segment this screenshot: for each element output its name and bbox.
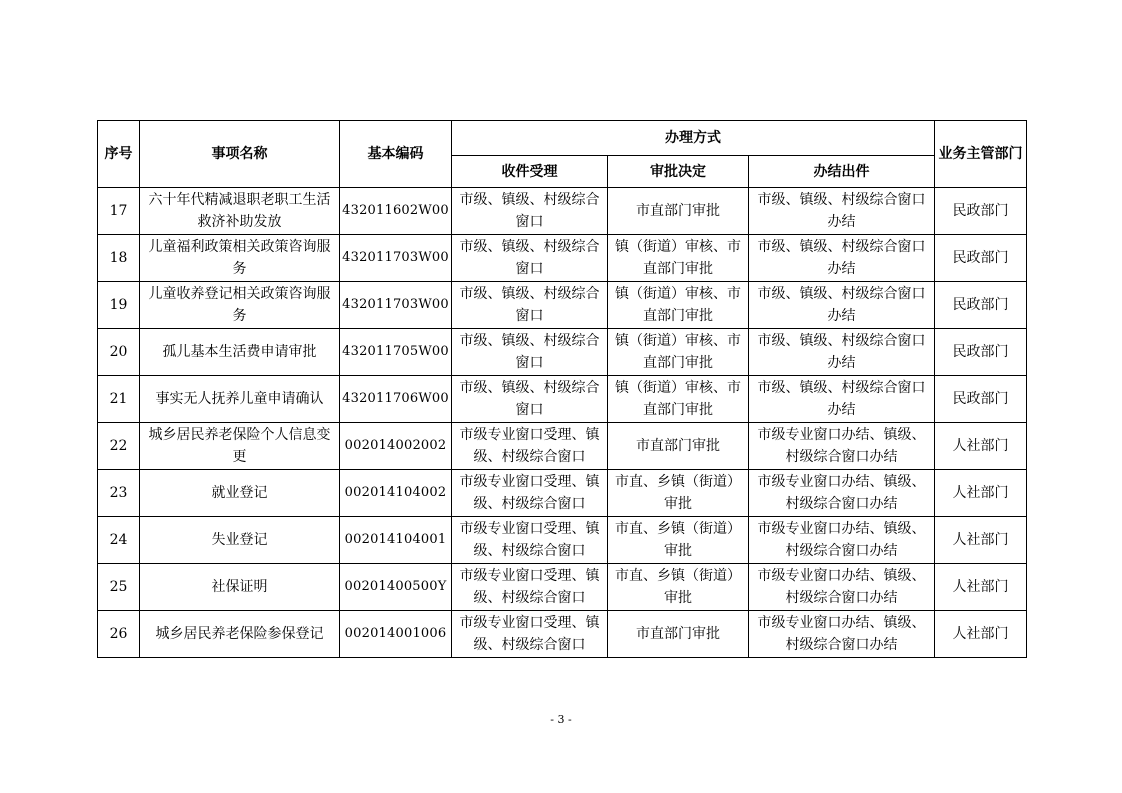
cell-deliver: 市级、镇级、村级综合窗口办结 <box>749 329 935 376</box>
cell-dept: 民政部门 <box>935 188 1027 235</box>
cell-approve: 市直部门审批 <box>608 188 749 235</box>
cell-code: 002014104002 <box>340 470 452 517</box>
cell-approve: 市直部门审批 <box>608 423 749 470</box>
cell-dept: 人社部门 <box>935 564 1027 611</box>
cell-seq: 18 <box>98 235 140 282</box>
cell-seq: 25 <box>98 564 140 611</box>
cell-receive: 市级专业窗口受理、镇级、村级综合窗口 <box>452 564 608 611</box>
cell-name: 儿童福利政策相关政策咨询服务 <box>140 235 340 282</box>
cell-deliver: 市级、镇级、村级综合窗口办结 <box>749 282 935 329</box>
table-header-row <box>98 121 1027 156</box>
cell-seq: 17 <box>98 188 140 235</box>
cell-approve: 市直、乡镇（街道）审批 <box>608 564 749 611</box>
cell-deliver: 市级专业窗口办结、镇级、村级综合窗口办结 <box>749 423 935 470</box>
cell-receive: 市级专业窗口受理、镇级、村级综合窗口 <box>452 611 608 658</box>
cell-approve: 镇（街道）审核、市直部门审批 <box>608 282 749 329</box>
cell-name: 孤儿基本生活费申请审批 <box>140 329 340 376</box>
header-receive: 收件受理 <box>452 156 608 188</box>
cell-dept: 民政部门 <box>935 376 1027 423</box>
cell-dept: 人社部门 <box>935 470 1027 517</box>
cell-code: 002014001006 <box>340 611 452 658</box>
header-deliver: 办结出件 <box>749 156 935 188</box>
cell-code: 00201400500Y <box>340 564 452 611</box>
cell-code: 002014002002 <box>340 423 452 470</box>
cell-code: 432011703W00 <box>340 282 452 329</box>
cell-dept: 人社部门 <box>935 611 1027 658</box>
cell-deliver: 市级、镇级、村级综合窗口办结 <box>749 188 935 235</box>
cell-deliver: 市级专业窗口办结、镇级、村级综合窗口办结 <box>749 517 935 564</box>
cell-receive: 市级、镇级、村级综合窗口 <box>452 282 608 329</box>
cell-approve: 镇（街道）审核、市直部门审批 <box>608 235 749 282</box>
cell-code: 432011705W00 <box>340 329 452 376</box>
cell-deliver: 市级专业窗口办结、镇级、村级综合窗口办结 <box>749 470 935 517</box>
table-row <box>98 517 1027 564</box>
header-seq: 序号 <box>98 121 140 188</box>
cell-seq: 22 <box>98 423 140 470</box>
cell-code: 432011703W00 <box>340 235 452 282</box>
table-row <box>98 329 1027 376</box>
cell-dept: 民政部门 <box>935 282 1027 329</box>
cell-deliver: 市级专业窗口办结、镇级、村级综合窗口办结 <box>749 611 935 658</box>
table-row <box>98 611 1027 658</box>
cell-seq: 20 <box>98 329 140 376</box>
cell-dept: 民政部门 <box>935 329 1027 376</box>
cell-deliver: 市级、镇级、村级综合窗口办结 <box>749 376 935 423</box>
cell-receive: 市级专业窗口受理、镇级、村级综合窗口 <box>452 470 608 517</box>
cell-receive: 市级、镇级、村级综合窗口 <box>452 329 608 376</box>
table-row <box>98 423 1027 470</box>
cell-name: 六十年代精减退职老职工生活救济补助发放 <box>140 188 340 235</box>
table-row <box>98 235 1027 282</box>
cell-name: 事实无人抚养儿童申请确认 <box>140 376 340 423</box>
cell-approve: 镇（街道）审核、市直部门审批 <box>608 376 749 423</box>
header-name: 事项名称 <box>140 121 340 188</box>
cell-seq: 26 <box>98 611 140 658</box>
service-items-table <box>97 120 1027 658</box>
cell-deliver: 市级专业窗口办结、镇级、村级综合窗口办结 <box>749 564 935 611</box>
cell-code: 432011602W00 <box>340 188 452 235</box>
cell-name: 城乡居民养老保险个人信息变更 <box>140 423 340 470</box>
cell-approve: 市直、乡镇（街道）审批 <box>608 517 749 564</box>
table-row <box>98 188 1027 235</box>
cell-code: 432011706W00 <box>340 376 452 423</box>
cell-receive: 市级专业窗口受理、镇级、村级综合窗口 <box>452 423 608 470</box>
cell-receive: 市级、镇级、村级综合窗口 <box>452 188 608 235</box>
table-row <box>98 564 1027 611</box>
page-number: - 3 - <box>550 713 572 726</box>
cell-receive: 市级专业窗口受理、镇级、村级综合窗口 <box>452 517 608 564</box>
cell-seq: 19 <box>98 282 140 329</box>
cell-receive: 市级、镇级、村级综合窗口 <box>452 235 608 282</box>
cell-dept: 人社部门 <box>935 423 1027 470</box>
cell-approve: 市直部门审批 <box>608 611 749 658</box>
table-row <box>98 376 1027 423</box>
header-approve: 审批决定 <box>608 156 749 188</box>
cell-name: 就业登记 <box>140 470 340 517</box>
cell-approve: 镇（街道）审核、市直部门审批 <box>608 329 749 376</box>
table-row <box>98 470 1027 517</box>
cell-receive: 市级、镇级、村级综合窗口 <box>452 376 608 423</box>
cell-seq: 24 <box>98 517 140 564</box>
cell-seq: 23 <box>98 470 140 517</box>
cell-name: 儿童收养登记相关政策咨询服务 <box>140 282 340 329</box>
header-code: 基本编码 <box>340 121 452 188</box>
cell-name: 社保证明 <box>140 564 340 611</box>
table-row <box>98 282 1027 329</box>
header-dept: 业务主管部门 <box>935 121 1027 188</box>
cell-name: 城乡居民养老保险参保登记 <box>140 611 340 658</box>
cell-approve: 市直、乡镇（街道）审批 <box>608 470 749 517</box>
cell-name: 失业登记 <box>140 517 340 564</box>
cell-dept: 民政部门 <box>935 235 1027 282</box>
cell-dept: 人社部门 <box>935 517 1027 564</box>
cell-deliver: 市级、镇级、村级综合窗口办结 <box>749 235 935 282</box>
cell-code: 002014104001 <box>340 517 452 564</box>
cell-seq: 21 <box>98 376 140 423</box>
header-method: 办理方式 <box>452 121 935 156</box>
